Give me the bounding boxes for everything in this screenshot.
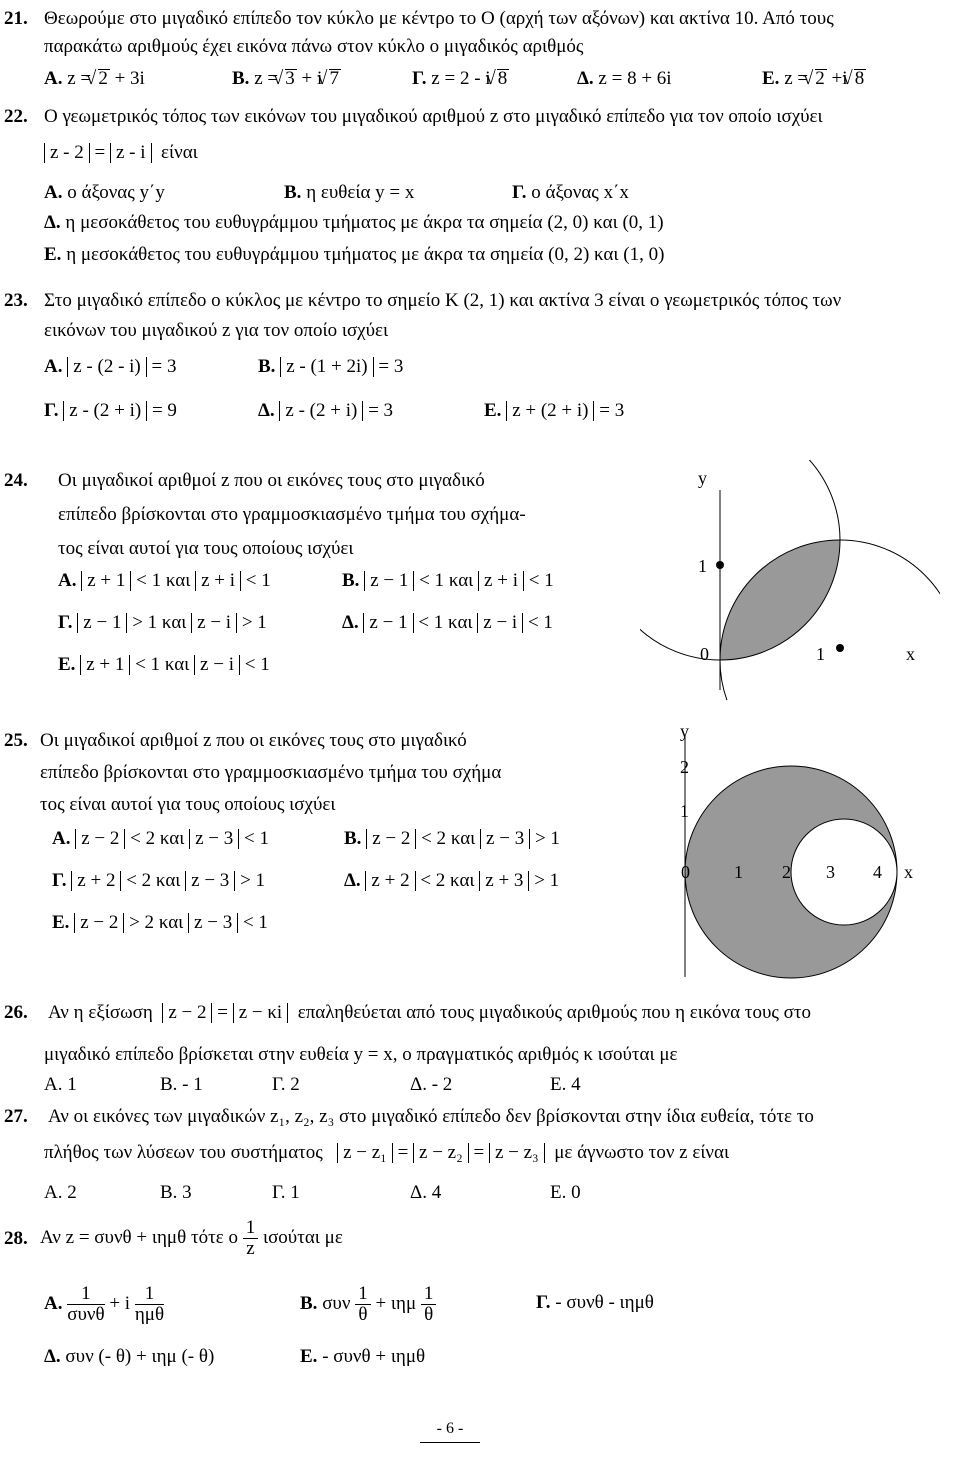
q24-x-label: x [906, 644, 915, 664]
q24-y-label: y [698, 468, 707, 488]
q24-y-tick-1: 1 [698, 556, 707, 576]
q26-option-c: Γ. 2 [272, 1074, 300, 1095]
q25-option-d: Δ. z + 2 < 2 και z + 3 > 1 [344, 870, 560, 891]
q28-option-b: Β. συν $\frac{1}{\theta}$ + ιημ $\frac{1}{\theta}$ [300, 1280, 436, 1328]
q26-text-line1: Αν η εξίσωση z − 2 = z − κi επαληθεύεται από τους μιγαδικούς αριθμούς που η εικόνα τους στο [48, 1002, 811, 1023]
q27-option-a: Α. 2 [44, 1182, 77, 1203]
q23-option-a: Α. z - (2 - i) = 3 [44, 356, 177, 377]
q22-option-e: Ε. η μεσοκάθετος του ευθυγράμμου τμήματος με άκρα τα σημεία (0, 2) και (1, 0) [44, 244, 665, 265]
q26-text-line2: μιγαδικό επίπεδο βρίσκεται στην ευθεία y = x, ο πραγματικός αριθμός κ ισούται με [44, 1044, 678, 1065]
q28-option-a: Α. $\frac{1}{\text{συνθ}}$ + i $\frac{1}{\text{ημθ}}$ [44, 1283, 165, 1326]
q27-option-b: Β. 3 [160, 1182, 192, 1203]
q24-shaded-region [720, 540, 840, 660]
q27-option-d: Δ. 4 [410, 1182, 442, 1203]
q25-figure [660, 715, 920, 980]
q23-option-d: Δ. z - (2 + i) = 3 [258, 400, 394, 421]
q28-option-c: Γ. - συνθ - ιημθ [536, 1292, 654, 1313]
q22-number: 22. [4, 106, 28, 127]
q23-option-e: Ε. z + (2 + i) = 3 [484, 400, 625, 421]
q24-text-line3: τος είναι αυτοί για τους οποίους ισχύει [58, 538, 354, 559]
q24-text-line2: επίπεδο βρίσκονται στο γραμμοσκιασμένο τμήμα του σχήμα- [58, 504, 526, 525]
q25-option-a: Α. z − 2 < 2 και z − 3 < 1 [52, 828, 269, 849]
q25-y-tick-1: 1 [680, 801, 689, 821]
q24-x-tick-1: 1 [816, 644, 825, 664]
q22-option-b: Β. η ευθεία y = x [284, 182, 415, 203]
q21-number: 21. [4, 8, 28, 29]
q26-option-b: Β. - 1 [160, 1074, 203, 1095]
q22-text-line1: Ο γεωμετρικός τόπος των εικόνων του μιγαδικού αριθμού z στο μιγαδικό επίπεδο για τον οποίο ισχύει [44, 106, 823, 127]
q25-x-tick-1: 1 [734, 862, 743, 882]
q21-option-a: Α. z = √ 2 + 3i [44, 68, 145, 90]
q26-number: 26. [4, 1002, 28, 1023]
q27-text-line2: πλήθος των λύσεων του συστήματος z − z₁ = z − z₂ = z − z₃ με άγνωστο τον z είναι [44, 1142, 730, 1163]
q24-text-line1: Οι μιγαδικοί αριθμοί z που οι εικόνες τους στο μιγαδικό [58, 470, 485, 491]
q25-y-tick-2: 2 [680, 757, 689, 777]
q21-text-line2: παρακάτω αριθμούς έχει εικόνα πάνω στον κύκλο ο μιγαδικός αριθμός [44, 36, 584, 57]
q21-text-line1: Θεωρούμε στο μιγαδικό επίπεδο τον κύκλο με κέντρο το Ο (αρχή των αξόνων) και ακτίνα 10. Από τους [44, 8, 834, 29]
q25-x-tick-4: 4 [873, 862, 882, 882]
q27-number: 27. [4, 1106, 28, 1127]
q24-number: 24. [4, 470, 28, 491]
q23-text-line2: εικόνων του μιγαδικού z για τον οποίο ισχύει [44, 320, 389, 341]
q24-option-c: Γ. z − 1 > 1 και z − i > 1 [58, 612, 267, 633]
q25-y-label: y [680, 721, 689, 741]
q23-text-line1: Στο μιγαδικό επίπεδο ο κύκλος με κέντρο το σημείο Κ (2, 1) και ακτίνα 3 είναι ο γεωμετρικός τόπος των [44, 290, 842, 311]
q26-option-d: Δ. - 2 [410, 1074, 453, 1095]
q25-x-tick-2: 2 [782, 862, 791, 882]
q23-option-c: Γ. z - (2 + i) = 9 [44, 400, 177, 421]
q22-equation: z - 2 = z - i είναι [44, 142, 198, 164]
q28-number: 28. [4, 1228, 28, 1249]
q28-option-e: Ε. - συνθ + ιημθ [300, 1346, 426, 1367]
q24-origin-label: 0 [700, 644, 709, 664]
q23-number: 23. [4, 290, 28, 311]
q24-option-a: Α. z + 1 < 1 και z + i < 1 [58, 570, 271, 591]
q26-option-e: Ε. 4 [550, 1074, 581, 1095]
q28-fraction-1-over-z: $\frac{1}{z}$ [243, 1218, 259, 1259]
q24-point-x1 [836, 644, 844, 652]
q24-figure [640, 460, 940, 700]
q25-text-line2: επίπεδο βρίσκονται στο γραμμοσκιασμένο τμήμα του σχήμα [40, 762, 502, 783]
q21-option-e: Ε. z = √ 2 +i √ 8 [762, 68, 866, 90]
q21-option-c: Γ. z = 2 - i √ 8 [412, 68, 509, 90]
q24-point-y1 [716, 561, 724, 569]
q24-option-d: Δ. z − 1 < 1 και z − i < 1 [342, 612, 553, 633]
q25-text-line1: Οι μιγαδικοί αριθμοί z που οι εικόνες τους στο μιγαδικό [40, 730, 467, 751]
q25-option-c: Γ. z + 2 < 2 και z − 3 > 1 [52, 870, 266, 891]
q21-option-d: Δ. z = 8 + 6i [577, 68, 672, 89]
q25-option-b: Β. z − 2 < 2 και z − 3 > 1 [344, 828, 560, 849]
page-number: - 6 - [420, 1420, 480, 1443]
q25-text-line3: τος είναι αυτοί για τους οποίους ισχύει [40, 794, 336, 815]
q24-option-b: Β. z − 1 < 1 και z + i < 1 [342, 570, 554, 591]
q28-option-d: Δ. συν (- θ) + ιημ (- θ) [44, 1346, 215, 1367]
q25-option-e: Ε. z − 2 > 2 και z − 3 < 1 [52, 912, 268, 933]
q25-origin-label: 0 [681, 862, 690, 882]
q27-option-e: Ε. 0 [550, 1182, 581, 1203]
q24-option-e: Ε. z + 1 < 1 και z − i < 1 [58, 654, 270, 675]
q25-x-label: x [904, 862, 913, 882]
q21-option-b: Β. z = √ 3 + i √ 7 [232, 68, 341, 90]
q23-option-b: Β. z - (1 + 2i) = 3 [258, 356, 404, 377]
q27-option-c: Γ. 1 [272, 1182, 300, 1203]
q22-option-d: Δ. η μεσοκάθετος του ευθυγράμμου τμήματος με άκρα τα σημεία (2, 0) και (0, 1) [44, 212, 664, 233]
q22-option-c: Γ. ο άξονας x΄x [512, 182, 629, 203]
q28-text-line1: Αν z = συνθ + ιημθ τότε ο $\frac{1}{z}$ ισούται με [40, 1217, 343, 1260]
q25-x-tick-3: 3 [826, 862, 835, 882]
q22-option-a: Α. ο άξονας y΄y [44, 182, 165, 203]
q27-text-line1: Αν οι εικόνες των μιγαδικών z₁, z₂, z₃ στο μιγαδικό επίπεδο δεν βρίσκονται στην ίδια ευθεία, τότε το [48, 1106, 814, 1127]
q26-option-a: Α. 1 [44, 1074, 77, 1095]
q25-number: 25. [4, 730, 28, 751]
